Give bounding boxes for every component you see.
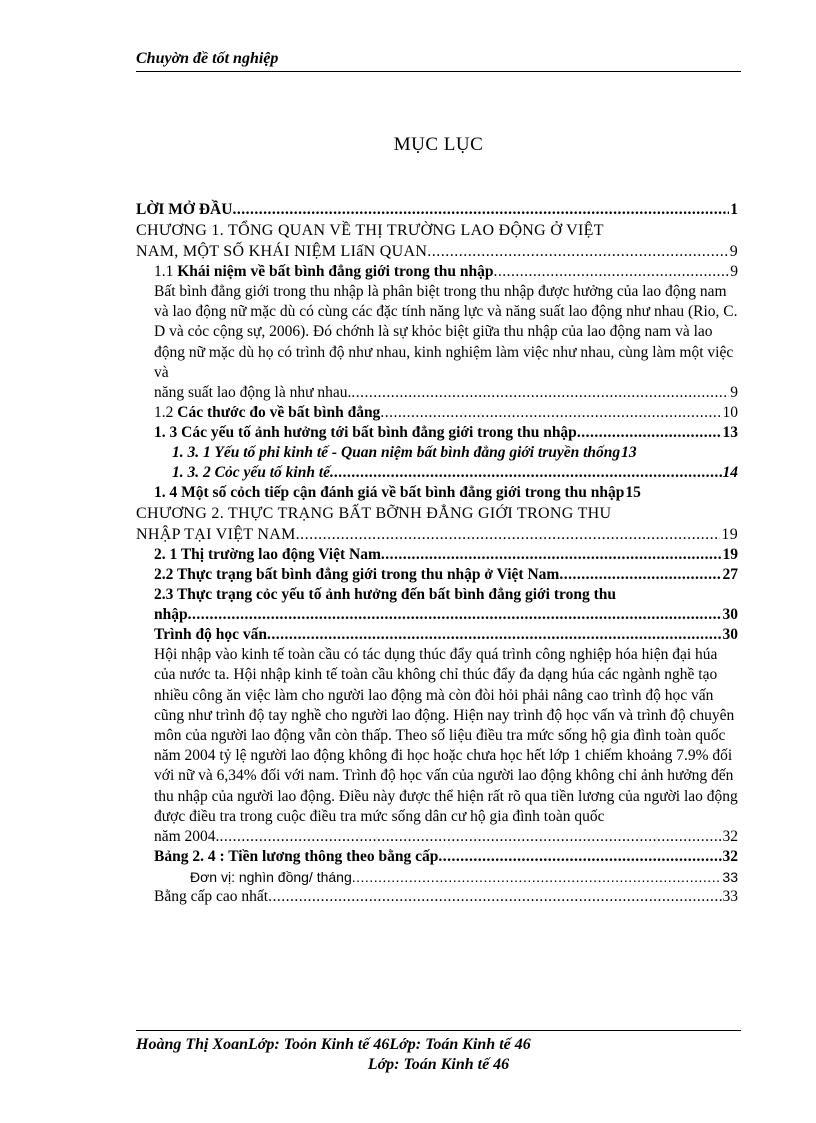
toc-entry-1-3[interactable]: 1. 3 Các yếu tố ảnh hưởng tới bất bình đẳng giới trong thu nhập ..... 13 bbox=[136, 423, 766, 443]
chapter-1-title-line-2: NAM, MỘT SỐ KHÁI NIỆM LIấN QUAN bbox=[136, 243, 428, 260]
toc-entry-chapter-1[interactable]: CHƯƠNG 1. TỔNG QUAN VỀ THỊ TRƯỜNG LAO ĐỘNG Ở VIỆT NAM, MỘT SỐ KHÁI NIỆM LIấN QUAN ..... 9 bbox=[136, 220, 736, 262]
toc-entry-1-3-1[interactable]: 1. 3. 1 Yếu tố phi kinh tế - Quan niệm bất bình đẳng giới truyền thống 13 bbox=[172, 444, 637, 462]
footer-class-line: Lớp: Toán Kinh tế 46 bbox=[367, 1056, 510, 1073]
toc-entry-education-description[interactable]: Hội nhập vào kinh tế toàn cầu có tác dụng thúc đẩy quá trình công nghiệp hóa hiện đại húa của nước ta. Hội nhập kinh tế toàn cầu không chỉ thúc đẩy đa dạng húa các ngành nghề tạo nhiều công ăn việc làm cho người lao động mà còn đòi hỏi phải nâng cao trình độ học vấn cũng như trình độ tay nghề cho người lao động. Hiện nay trình độ học vấn và trình độ chuyên môn của người lao động vẫn còn thấp. Theo số liệu điều tra mức sống hộ gia đình toàn quốc năm 2004 tỷ lệ người lao động không đi học hoặc chưa học hết lớp 1 chiếm khoảng 7.9% đối với nữ và 6,34% đối với nam. Trình độ học vấn của người lao động không chỉ ảnh hưởng đến thu nhập của người lao động. Điều này được thể hiện rất rõ qua tiền lương của người lao động được điều tra trong cuộc điều tra mức sống dân cư hộ gia đình toàn quốc năm 2004. ..... 32 bbox=[136, 645, 741, 847]
toc-entry-1-1-description[interactable]: Bất bình đẳng giới trong thu nhập là phân biệt trong thu nhập được hưởng của lao động nam và lao động nữ mặc dù có cùng các đặc tính năng lực và năng suất lao động như nhau (Rio, C. D và cỏc cộng sự, 2006). Đó chớnh là sự khỏc biệt giữa thu nhập của lao động nam và lao động nữ mặc dù họ có trình độ như nhau, kinh nghiệm làm việc như nhau, cùng làm một việc và năng suất lao động là như nhau. ..... 9 bbox=[136, 282, 741, 403]
header-rule bbox=[136, 71, 741, 72]
toc-entry-1-3-2[interactable]: 1. 3. 2 Cỏc yếu tố kinh tế ..... 14 bbox=[136, 463, 766, 483]
chapter-1-title-line-1: CHƯƠNG 1. TỔNG QUAN VỀ THỊ TRƯỜNG LAO ĐỘNG Ở VIỆT bbox=[136, 222, 604, 239]
chapter-2-title-line-1: CHƯƠNG 2. THỰC TRẠNG BẤT BỠNH ĐẲNG GIỚI TRONG THU bbox=[136, 505, 612, 523]
toc-entry-unit[interactable]: Đơn vị: nghìn đồng/ tháng ..... 33 bbox=[136, 867, 766, 887]
toc-entry-highest-degree[interactable]: Bằng cấp cao nhất ..... 33 bbox=[136, 887, 766, 907]
toc-entry-2-3[interactable]: 2.3 Thực trạng cỏc yếu tố ảnh hưởng đến bất bình đẳng giới trong thu nhập ..... 30 bbox=[136, 585, 766, 625]
table-of-contents bbox=[136, 200, 766, 907]
toc-entry-introduction[interactable]: LỜI MỞ ĐẦU ..... 1 bbox=[136, 200, 766, 220]
footer-author-line: Hoàng Thị XoanLớp: Toỏn Kinh tế 46Lớp: Toán Kinh tế 46 bbox=[136, 1036, 531, 1053]
toc-entry-2-1[interactable]: 2. 1 Thị trường lao động Việt Nam ..... 19 bbox=[136, 545, 766, 565]
chapter-2-title-line-2: NHẬP TẠI VIỆT NAM bbox=[136, 526, 296, 544]
footer-rule bbox=[136, 1030, 741, 1031]
toc-entry-2-2[interactable]: 2.2 Thực trạng bất bình đẳng giới trong thu nhập ở Việt Nam ..... 27 bbox=[136, 565, 766, 585]
toc-entry-table-2-4[interactable]: Bảng 2. 4 : Tiền lương thông theo bằng cấp ..... 32 bbox=[136, 847, 766, 867]
toc-entry-education-level[interactable]: Trình độ học vấn ..... 30 bbox=[136, 625, 766, 645]
toc-entry-chapter-2[interactable]: CHƯƠNG 2. THỰC TRẠNG BẤT BỠNH ĐẲNG GIỚI TRONG THU NHẬP TẠI VIỆT NAM ..... 19 bbox=[136, 503, 736, 545]
page-header: Chuyờn đề tốt nghiệp bbox=[136, 50, 279, 67]
toc-entry-1-2[interactable]: 1.2 Các thước đo về bất bình đẳng ..... 10 bbox=[136, 403, 766, 423]
page-title: MỤC LỤC bbox=[393, 134, 484, 155]
toc-entry-1-4[interactable]: 1. 4 Một số cỏch tiếp cận đánh giá về bất bình đẳng giới trong thu nhập 15 bbox=[154, 484, 641, 502]
toc-entry-1-1[interactable]: 1.1 Khái niệm về bất bình đẳng giới trong thu nhập ..... 9 bbox=[136, 262, 766, 282]
